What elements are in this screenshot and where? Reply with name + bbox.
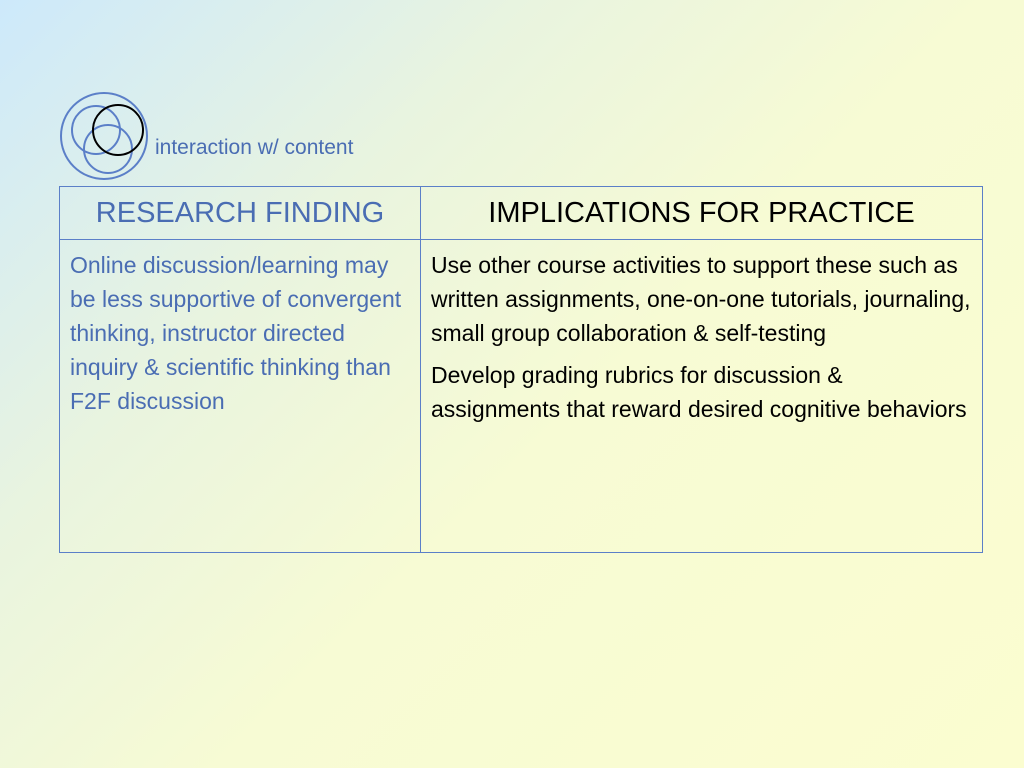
overlapping-circles-icon bbox=[56, 90, 160, 182]
table-header-row bbox=[60, 187, 983, 240]
findings-table bbox=[59, 186, 983, 553]
table-row bbox=[60, 240, 983, 553]
implication-item: Develop grading rubrics for discussion & assignments that reward desired cognitive behaviors bbox=[431, 362, 967, 422]
slide-subtitle: interaction w/ content bbox=[155, 136, 354, 159]
header-research-finding: RESEARCH FINDING bbox=[60, 187, 421, 240]
finding-cell: Online discussion/learning may be less supportive of convergent thinking, instructor directed inquiry & scientific thinking than F2F discussion bbox=[60, 240, 421, 553]
header-implications-for-practice: IMPLICATIONS FOR PRACTICE bbox=[421, 187, 983, 240]
implications-cell bbox=[421, 240, 983, 553]
implication-item: Use other course activities to support these such as written assignments, one-on-one tutorials, journaling, small group collaboration & self-testing bbox=[431, 252, 971, 346]
